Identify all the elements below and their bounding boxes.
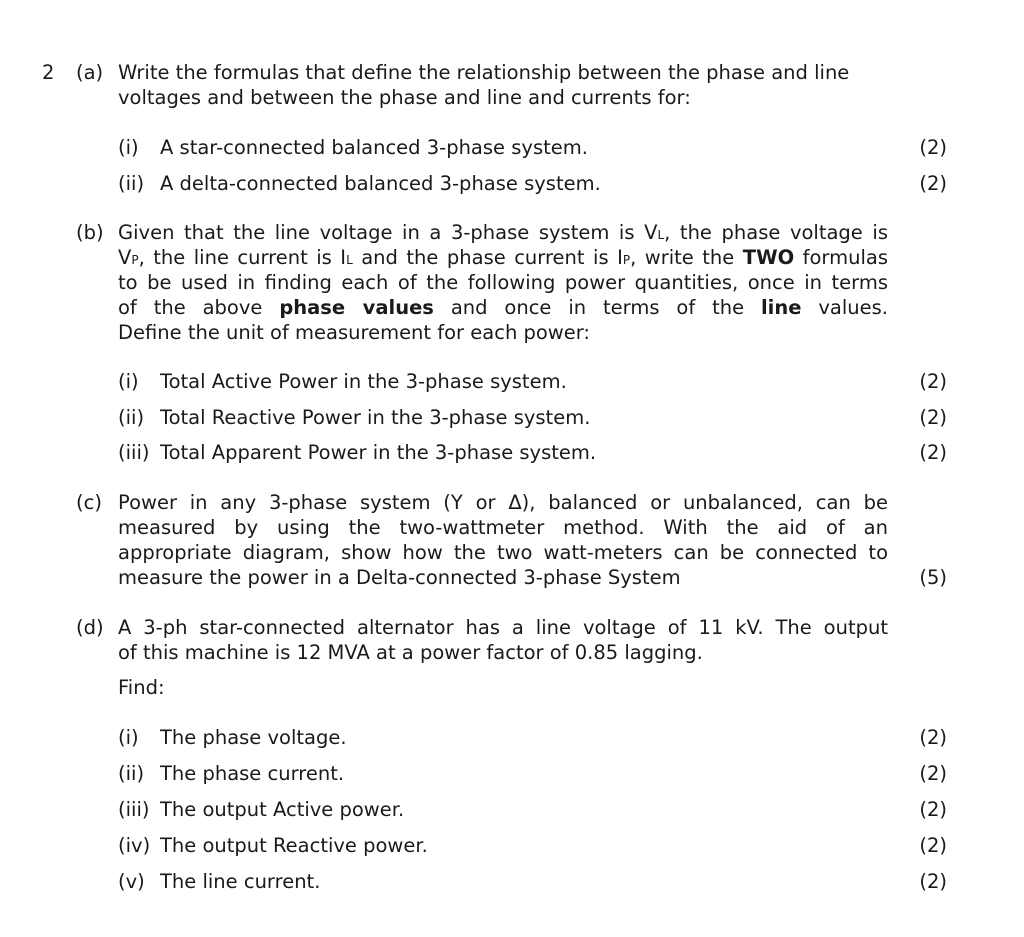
part-b-stem-line5: Define the unit of measurement for each power: bbox=[118, 321, 590, 344]
part-b-item-3-marks: (2) bbox=[919, 441, 947, 464]
part-d-item-2-label: (ii) bbox=[118, 762, 145, 785]
part-d-item-3-text: The output Active power. bbox=[160, 798, 405, 821]
part-d-item-5-text: The line current. bbox=[160, 870, 321, 893]
part-b-stem-line4: of the above phase values and once in terms of the line values. bbox=[118, 296, 889, 319]
part-b-item-3-text: Total Apparent Power in the 3-phase system. bbox=[160, 441, 597, 464]
part-d-stem-line2: of this machine is 12 MVA at a power factor of 0.85 lagging. bbox=[118, 641, 703, 664]
part-a-stem-line1: Write the formulas that define the relationship between the phase and line bbox=[118, 61, 850, 84]
part-b-stem bbox=[118, 220, 888, 345]
part-b-item-2-label: (ii) bbox=[118, 406, 145, 429]
part-b-item-2-text: Total Reactive Power in the 3-phase system. bbox=[160, 406, 591, 429]
part-b-item-2-marks: (2) bbox=[919, 406, 947, 429]
part-d-item-3-marks: (2) bbox=[919, 798, 947, 821]
part-d-item-5-label: (v) bbox=[118, 870, 145, 893]
part-d-find: Find: bbox=[118, 676, 165, 699]
part-a-item-2-text: A delta-connected balanced 3-phase system. bbox=[160, 172, 601, 195]
part-b-item-3-label: (iii) bbox=[118, 441, 150, 464]
part-b-stem-line3: to be used in finding each of the following power quantities, once in terms bbox=[118, 271, 888, 294]
part-c-stem-line4: measure the power in a Delta-connected 3-phase System bbox=[118, 566, 681, 589]
part-c-stem-line2: measured by using the two-wattmeter method. With the aid of an bbox=[118, 516, 888, 539]
part-a-label: (a) bbox=[76, 61, 104, 84]
part-d-label: (d) bbox=[76, 616, 104, 639]
part-c-stem bbox=[118, 490, 888, 590]
part-d-item-5-marks: (2) bbox=[919, 870, 947, 893]
part-d-item-2-marks: (2) bbox=[919, 762, 947, 785]
part-a-item-2-marks: (2) bbox=[919, 172, 947, 195]
part-a-item-1-text: A star-connected balanced 3-phase system. bbox=[160, 136, 588, 159]
question-number: 2 bbox=[42, 61, 55, 84]
part-b-item-1-marks: (2) bbox=[919, 370, 947, 393]
part-d-item-4-label: (iv) bbox=[118, 834, 151, 857]
part-b-item-1-label: (i) bbox=[118, 370, 139, 393]
part-a-item-1-label: (i) bbox=[118, 136, 139, 159]
part-d-stem bbox=[118, 615, 888, 665]
part-b-stem-line2: VP, the line current is IL and the phase current is IP, write the TWO formulas bbox=[118, 246, 888, 269]
part-c-stem-line1: Power in any 3-phase system (Y or Δ), balanced or unbalanced, can be bbox=[118, 491, 888, 514]
part-b-label: (b) bbox=[76, 221, 104, 244]
part-d-item-2-text: The phase current. bbox=[160, 762, 345, 785]
part-d-item-1-marks: (2) bbox=[919, 726, 947, 749]
part-d-item-1-text: The phase voltage. bbox=[160, 726, 347, 749]
part-d-stem-line1: A 3-ph star-connected alternator has a line voltage of 11 kV. The output bbox=[118, 616, 888, 639]
part-a-stem bbox=[118, 60, 888, 110]
part-a-stem-line2: voltages and between the phase and line and currents for: bbox=[118, 86, 691, 109]
part-d-item-4-text: The output Reactive power. bbox=[160, 834, 428, 857]
part-c-label: (c) bbox=[76, 491, 102, 514]
part-d-item-4-marks: (2) bbox=[919, 834, 947, 857]
part-b-item-1-text: Total Active Power in the 3-phase system. bbox=[160, 370, 567, 393]
part-a-item-2-label: (ii) bbox=[118, 172, 145, 195]
part-a-item-1-marks: (2) bbox=[919, 136, 947, 159]
part-b-stem-line1: Given that the line voltage in a 3-phase system is VL, the phase voltage is bbox=[118, 221, 888, 244]
part-d-item-1-label: (i) bbox=[118, 726, 139, 749]
part-c-marks: (5) bbox=[919, 566, 947, 589]
part-c-stem-line3: appropriate diagram, show how the two watt-meters can be connected to bbox=[118, 541, 888, 564]
part-d-item-3-label: (iii) bbox=[118, 798, 150, 821]
